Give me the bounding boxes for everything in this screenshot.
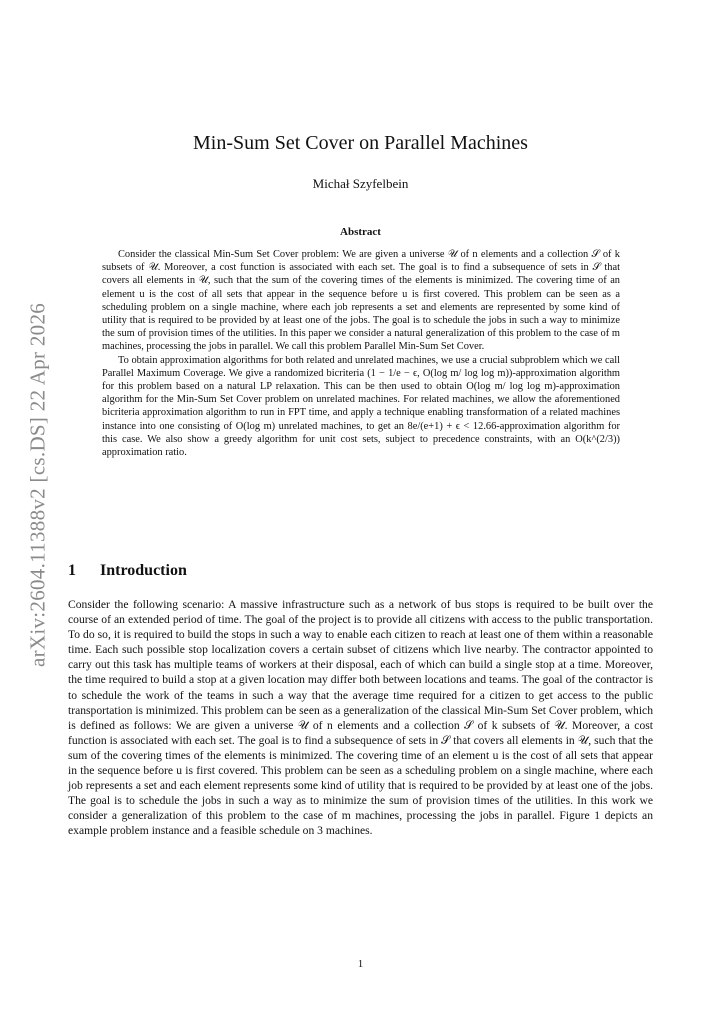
abstract-paragraph: To obtain approximation algorithms for both related and unrelated machines, we use a crucial subproblem which we call Parallel Maximum Coverage. We give a randomized bicriteria (1 − 1/e − ϵ, O(log m/ log log m))-approximation algorithm for this problem based on a natural LP relaxation. This can be then used to obtain O(log m/ log log m)-approximation algorithm for the Min-Sum Set Cover problem on unrelated machines. For related machines, we allow the aforementioned bicriteria approximation algorithm to run in FPT time, and apply a technique enabling transformation of a related machines instance into one consisting of O(log m) unrelated machines, to get an 8e/(e+1) + ϵ < 12.66-approximation algorithm for this case. We also show a greedy algorithm for unit cost sets, subject to precedence constraints, with an O(k^(2/3)) approximation ratio. [102,354,620,459]
page-number: 1 [357,958,364,970]
paper-author: Michał Szyfelbein [312,176,409,191]
body-paragraph: Consider the following scenario: A massive infrastructure such as a network of bus stops is required to be built over the course of an extended period of time. The goal of the project is to provide all citizens with access to the public transportation. To do so, it is required to build the stops in such a way to enable each citizen to reach at least one of them within a reasonable time. Each such possible stop localization covers a certain subset of citizens which live nearby. The contractor appointed to carry out this task has multiple teams of workers at their disposal, each of which can build a single stop at a time. Moreover, the time required to build a stop at a given location may differ both between locations and teams. The goal of the contractor is to schedule the work of the teams in such a way that the average time required for a citizen to get access to the public transportation is minimized. This problem can be seen as a generalization of the classical Min-Sum Set Cover problem, which is defined as follows: We are given a universe 𝒰 of n elements and a collection 𝒮 of k subsets of 𝒰. Moreover, a cost function is associated with each set. The goal is to find a subsequence of sets in 𝒮 that covers all elements in 𝒰, such that the sum of the covering times of the elements is minimized. The covering time of an element u is the cost of all sets that appear in the sequence before u is first covered. This problem can be seen as a scheduling problem on a single machine, where each job represents a set and each element represents some kind of utility that is required to be provided by at least one of the jobs. The goal is to schedule the jobs in such a way as to minimize the sum of provision times of the utilities. In this work we consider a generalization of this problem to the case of m machines, processing the jobs in parallel. Figure 1 depicts an example problem instance and a feasible schedule on 3 machines. [68,598,653,838]
arxiv-identifier-text: arXiv:2604.11388v2 [cs.DS] 22 Apr 2026 [25,302,50,668]
abstract-paragraph: Consider the classical Min-Sum Set Cover problem: We are given a universe 𝒰 of n elements and a collection 𝒮 of k subsets of 𝒰. Moreover, a cost function is associated with each set. The goal is to find a subsequence of sets in 𝒮 that covers all elements in 𝒰, such that the sum of the covering times of the elements is minimized. The covering time of an element u is the cost of all sets that appear in the sequence before u is first covered. This problem can be seen as a scheduling problem on a single machine, where each job represents a set and elements are represented by some kind of utility that is required to be provided by at least one of the jobs. The goal is to schedule the jobs in such a way to minimize the sum of provision times of the utilities. In this paper we consider a natural generalization of this problem to the case of m machines, processing the jobs in parallel. We call this problem Parallel Min-Sum Set Cover. [102,249,620,353]
abstract-body [102,248,620,459]
abstract-heading: Abstract [340,226,381,238]
section-title: Introduction [100,562,187,579]
section-heading [68,562,187,580]
paper-title: Min-Sum Set Cover on Parallel Machines [193,132,528,154]
arxiv-identifier [18,300,58,670]
section-number: 1 [68,562,76,579]
section-body [68,597,653,839]
